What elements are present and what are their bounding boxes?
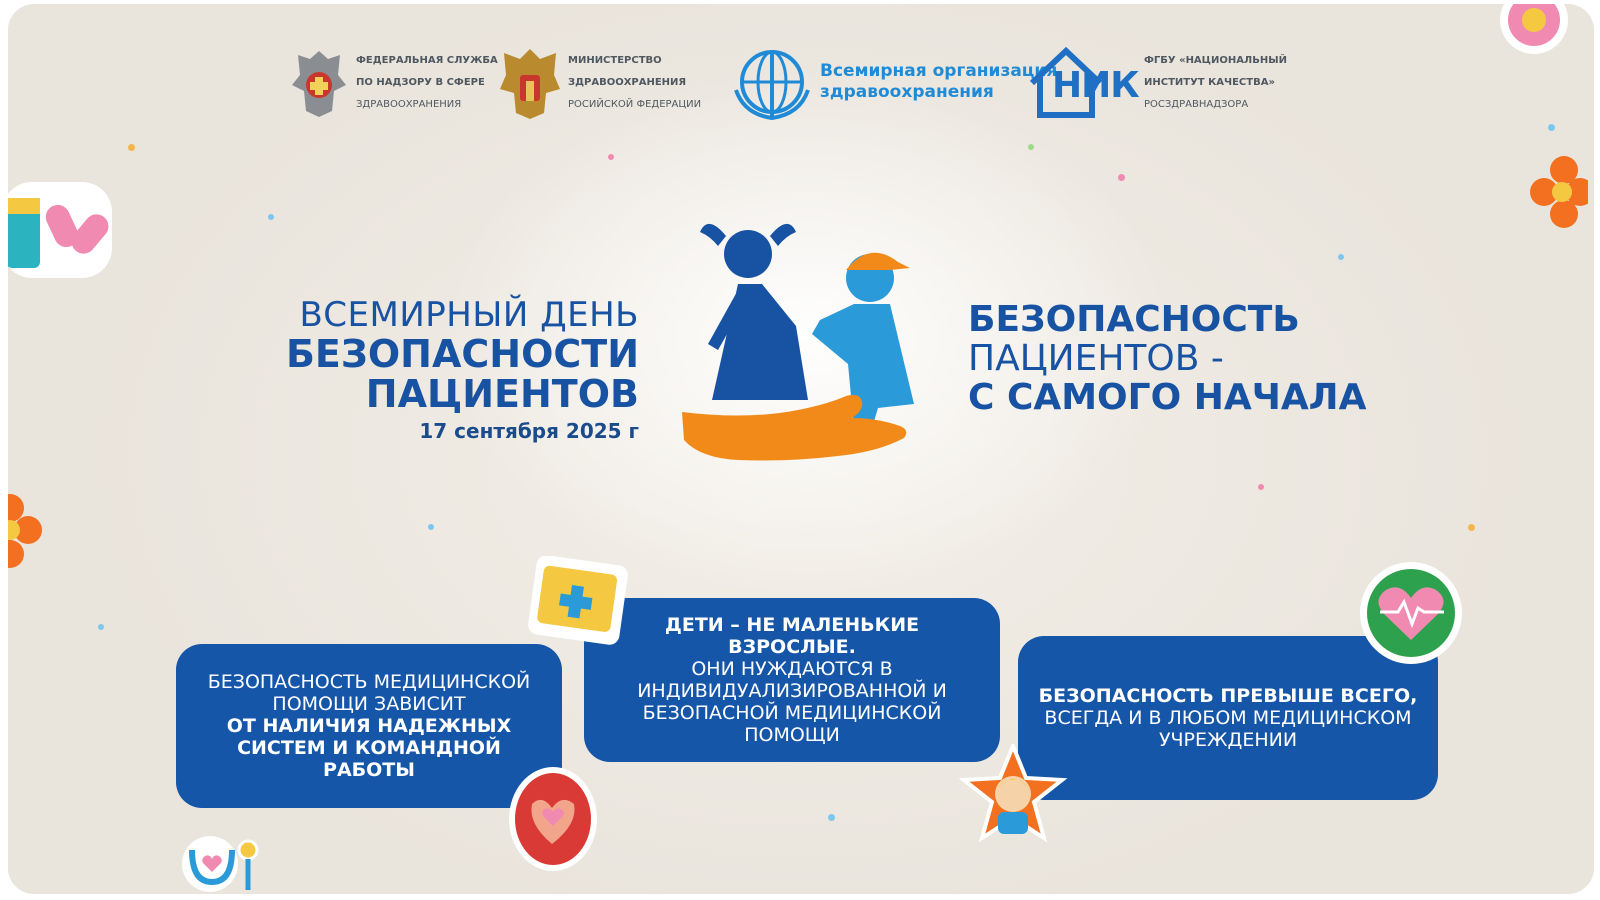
poster-frame	[8, 4, 1594, 894]
minzdrav-logo	[498, 44, 701, 121]
nik-text: ФГБУ «НАЦИОНАЛЬНЫЙ ИНСТИТУТ КАЧЕСТВА» РОСЗДРАВНАДЗОРА	[1144, 55, 1287, 110]
confetti-dot	[128, 144, 135, 151]
children-hand-illustration	[678, 204, 948, 484]
partner-logos	[288, 44, 1328, 124]
event-title-line3: ПАЦИЕНТОВ	[365, 372, 639, 416]
confetti-dot	[268, 214, 274, 220]
confetti-dot	[1028, 144, 1034, 150]
confetti-dot	[608, 154, 614, 160]
card-text-bold: ДЕТИ – НЕ МАЛЕНЬКИЕ ВЗРОСЛЫЕ.	[664, 614, 920, 658]
card-text-normal: ВСЕГДА И В ЛЮБОМ МЕДИЦИНСКОМ УЧРЕЖДЕНИИ	[1044, 707, 1412, 751]
nik-house-icon	[1028, 45, 1138, 121]
flower-icon	[1518, 150, 1588, 244]
card-text-normal: ОНИ НУЖДАЮТСЯ В ИНДИВИДУАЛИЗИРОВАННОЙ И БЕЗОПАСНОЙ МЕДИЦИНСКОЙ ПОМОЩИ	[637, 658, 947, 746]
confetti-dot	[1258, 484, 1264, 490]
event-title	[286, 296, 639, 448]
slogan-line1: БЕЗОПАСНОСТЬ	[968, 299, 1300, 340]
flower-icon	[1494, 4, 1574, 64]
confetti-dot	[428, 524, 434, 530]
confetti-dot	[1338, 254, 1344, 260]
slogan-line3: С САМОГО НАЧАЛА	[968, 377, 1367, 418]
event-date: 17 сентября 2025 г	[419, 419, 639, 443]
event-title-line1: ВСЕМИРНЫЙ ДЕНЬ	[299, 295, 639, 335]
nik-mark: НИК	[1052, 64, 1139, 106]
hands-heart-icon	[508, 764, 598, 878]
card-text-normal: БЕЗОПАСНОСТЬ МЕДИЦИНСКОЙ ПОМОЩИ ЗАВИСИТ	[207, 671, 531, 715]
stethoscope-icon	[178, 830, 268, 894]
emblem-icon	[498, 45, 562, 121]
emblem-icon	[288, 45, 350, 121]
info-card-children	[584, 598, 1000, 762]
slogan-line2: ПАЦИЕНТОВ -	[968, 338, 1224, 379]
card-text-bold: БЕЗОПАСНОСТЬ ПРЕВЫШЕ ВСЕГО,	[1038, 685, 1418, 707]
folder-icon	[528, 556, 634, 650]
flower-icon	[8, 488, 54, 582]
confetti-dot	[1548, 124, 1555, 131]
card-text-bold: ОТ НАЛИЧИЯ НАДЕЖНЫХ СИСТЕМ И КОМАНДНОЙ РАБОТЫ	[226, 715, 512, 781]
roszdravnadzor-logo	[288, 44, 498, 121]
confetti-dot	[828, 814, 835, 821]
slogan	[968, 300, 1366, 418]
heart-pulse-icon	[1358, 560, 1464, 670]
confetti-dot	[1468, 524, 1475, 531]
confetti-dot	[1118, 174, 1125, 181]
roszdravnadzor-text: ФЕДЕРАЛЬНАЯ СЛУЖБА ПО НАДЗОРУ В СФЕРЕ ЗДРАВООХРАНЕНИЯ	[356, 55, 498, 110]
who-emblem-icon	[730, 44, 814, 120]
who-logo	[730, 44, 1057, 120]
child-star-icon	[958, 744, 1068, 848]
confetti-dot	[98, 624, 104, 630]
nik-logo	[1028, 44, 1287, 121]
minzdrav-text: МИНИСТЕРСТВО ЗДРАВООХРАНЕНИЯ РОСИЙСКОЙ ФЕДЕРАЦИИ	[568, 55, 702, 110]
who-text: Всемирная организация здравоохранения	[820, 61, 1058, 102]
pills-icon	[8, 172, 128, 296]
event-title-line2: БЕЗОПАСНОСТИ	[285, 332, 639, 376]
info-card-teamwork	[176, 644, 562, 808]
